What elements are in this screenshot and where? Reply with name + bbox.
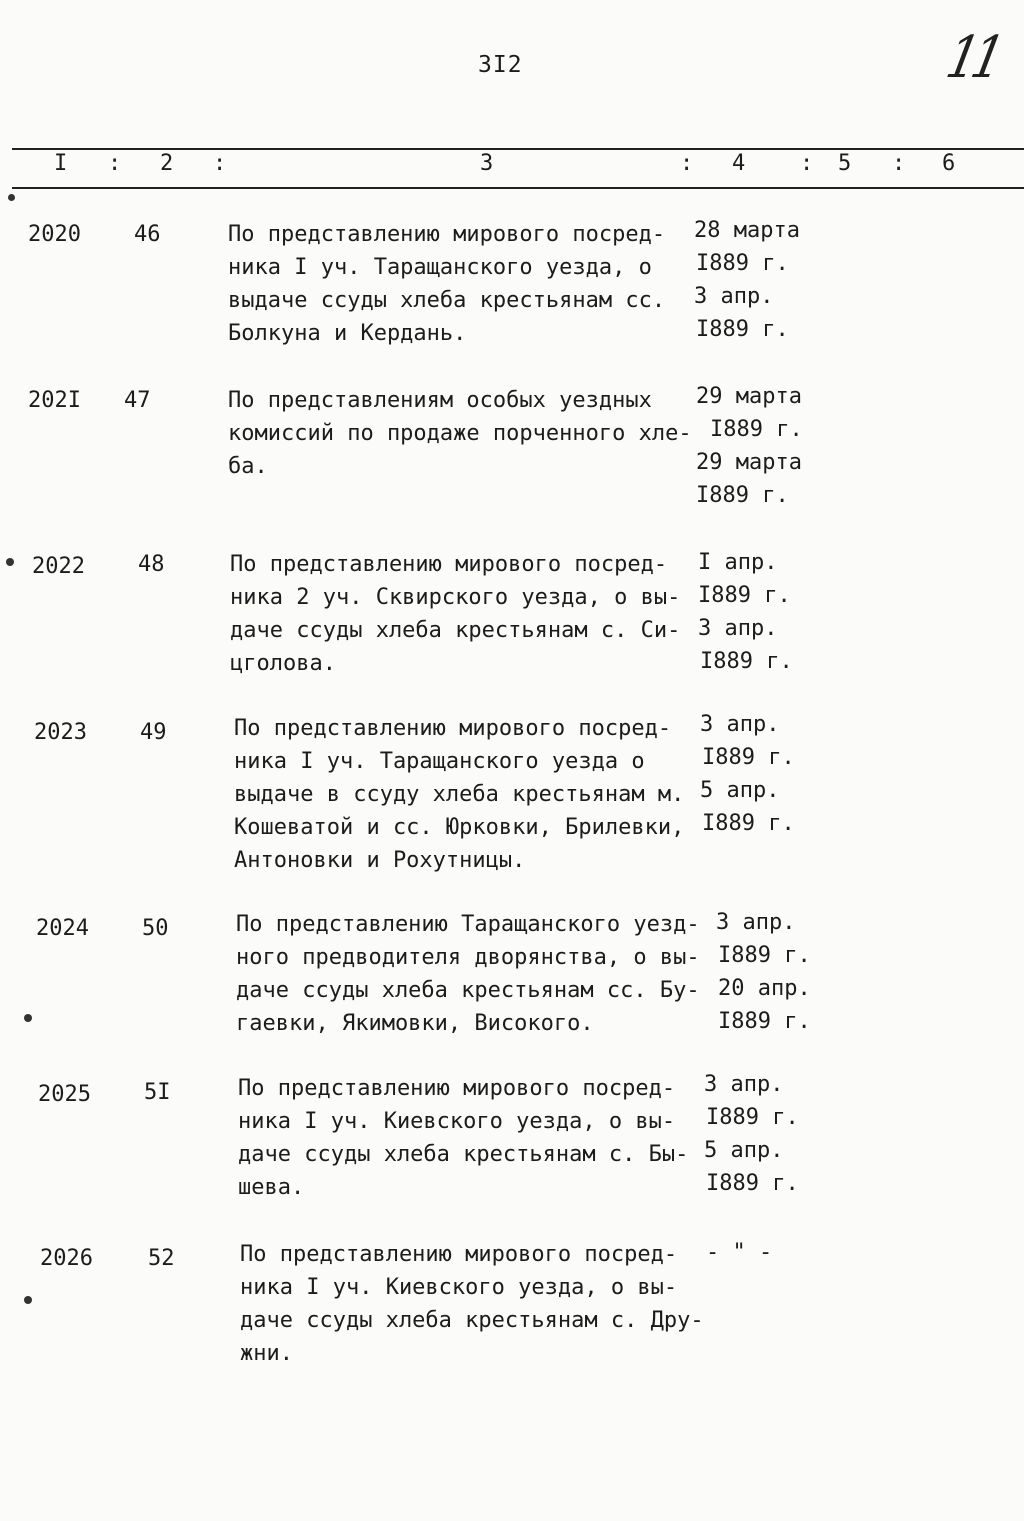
entry-description-line: По представлению мирового посред- <box>238 1076 676 1101</box>
entry-date-line: I889 г. <box>696 317 789 342</box>
scan-speck <box>6 558 14 566</box>
entry-date-line: I889 г. <box>718 1009 811 1034</box>
entry-description-line: По представлению мирового посред- <box>230 552 668 577</box>
entry-description-line: ника I уч. Киевского уезда, о вы- <box>240 1275 678 1300</box>
entry-description-line: выдаче в ссуду хлеба крестьянам м. <box>234 782 685 807</box>
entry-description-line: Антоновки и Рохутницы. <box>234 848 526 873</box>
entry-date-line: I889 г. <box>700 649 793 674</box>
entry-number: 2024 <box>36 916 89 941</box>
entry-subnumber: 48 <box>138 552 165 577</box>
column-header-2: 2 <box>160 151 174 176</box>
entry-date-line: 28 марта <box>694 218 800 243</box>
column-separator: : <box>800 151 814 176</box>
scan-speck <box>8 194 15 201</box>
entry-date-line: 20 апр. <box>718 976 811 1001</box>
entry-number: 2026 <box>40 1246 93 1271</box>
entry-subnumber: 46 <box>134 222 161 247</box>
entry-date-line: 3 апр. <box>694 284 774 309</box>
entry-date-line: 29 марта <box>696 450 802 475</box>
entry-date-line: 3 апр. <box>700 712 780 737</box>
entry-description-line: ба. <box>228 454 268 479</box>
scan-speck <box>24 1296 32 1304</box>
column-header-6: 6 <box>942 151 956 176</box>
entry-date-line: I889 г. <box>702 811 795 836</box>
entry-description-line: По представлению мирового посред- <box>234 716 672 741</box>
entry-description-line: ника 2 уч. Сквирского уезда, о вы- <box>230 585 681 610</box>
entry-date-line: I889 г. <box>696 251 789 276</box>
entry-subnumber: 52 <box>148 1246 175 1271</box>
column-header-3: 3 <box>480 151 494 176</box>
entry-description-line: выдаче ссуды хлеба крестьянам сс. <box>228 288 666 313</box>
entry-description-line: ника I уч. Таращанского уезда о <box>234 749 645 774</box>
entry-date-line: I889 г. <box>702 745 795 770</box>
entry-subnumber: 50 <box>142 916 169 941</box>
column-header-5: 5 <box>838 151 852 176</box>
entry-description-line: даче ссуды хлеба крестьянам с. Бы- <box>238 1142 689 1167</box>
scan-speck <box>24 1014 32 1022</box>
entry-date-line: I889 г. <box>710 417 803 442</box>
column-separator: : <box>213 151 227 176</box>
entry-subnumber: 49 <box>140 720 167 745</box>
entry-date-line: 3 апр. <box>698 616 778 641</box>
entry-description-line: шева. <box>238 1175 305 1200</box>
entry-description-line: комиссий по продаже порченного хле- <box>228 421 692 446</box>
entry-description-line: По представлению мирового посред- <box>240 1242 678 1267</box>
column-separator: : <box>680 151 694 176</box>
entry-subnumber: 5I <box>144 1080 171 1105</box>
entry-description-line: жни. <box>240 1341 293 1366</box>
entry-description-line: Болкуна и Кердань. <box>228 321 467 346</box>
entry-number: 2022 <box>32 554 85 579</box>
entry-number: 2020 <box>28 222 81 247</box>
column-separator: : <box>108 151 122 176</box>
entry-date-line: I889 г. <box>706 1171 799 1196</box>
entry-description-line: По представлению мирового посред- <box>228 222 666 247</box>
entry-description-line: По представлениям особых уездных <box>228 388 652 413</box>
entry-date-line: 3 апр. <box>716 910 796 935</box>
entry-number: 2023 <box>34 720 87 745</box>
page-number: 3I2 <box>478 52 523 78</box>
column-separator: : <box>892 151 906 176</box>
entry-description-line: даче ссуды хлеба крестьянам с. Дру- <box>240 1308 704 1333</box>
entry-description-line: Кошеватой и сс. Юрковки, Брилевки, <box>234 815 685 840</box>
entry-date-line: 3 апр. <box>704 1072 784 1097</box>
table-header-bottom-rule <box>12 187 1024 189</box>
entry-date-line: I889 г. <box>718 943 811 968</box>
entry-date-line: I889 г. <box>696 483 789 508</box>
entry-date-line: 5 апр. <box>700 778 780 803</box>
entry-date-line: I апр. <box>698 550 778 575</box>
column-header-4: 4 <box>732 151 746 176</box>
entry-description-line: По представлению Таращанского уезд- <box>236 912 700 937</box>
folio-number: 11 <box>940 24 1005 92</box>
column-header-1: I <box>54 151 68 176</box>
entry-description-line: ника I уч. Таращанского уезда, о <box>228 255 652 280</box>
entry-subnumber: 47 <box>124 388 151 413</box>
entry-number: 202I <box>28 388 81 413</box>
ditto-mark: - " - <box>706 1240 773 1265</box>
entry-date-line: 5 апр. <box>704 1138 784 1163</box>
entry-description-line: даче ссуды хлеба крестьянам с. Си- <box>230 618 681 643</box>
entry-description-line: гаевки, Якимовки, Високого. <box>236 1011 594 1036</box>
table-header-top-rule <box>12 148 1024 150</box>
entry-description-line: цголова. <box>230 651 336 676</box>
entry-date-line: I889 г. <box>706 1105 799 1130</box>
entry-date-line: I889 г. <box>698 583 791 608</box>
entry-description-line: ника I уч. Киевского уезда, о вы- <box>238 1109 676 1134</box>
entry-date-line: 29 марта <box>696 384 802 409</box>
entry-description-line: ного предводителя дворянства, о вы- <box>236 945 700 970</box>
entry-number: 2025 <box>38 1082 91 1107</box>
entry-description-line: даче ссуды хлеба крестьянам сс. Бу- <box>236 978 700 1003</box>
